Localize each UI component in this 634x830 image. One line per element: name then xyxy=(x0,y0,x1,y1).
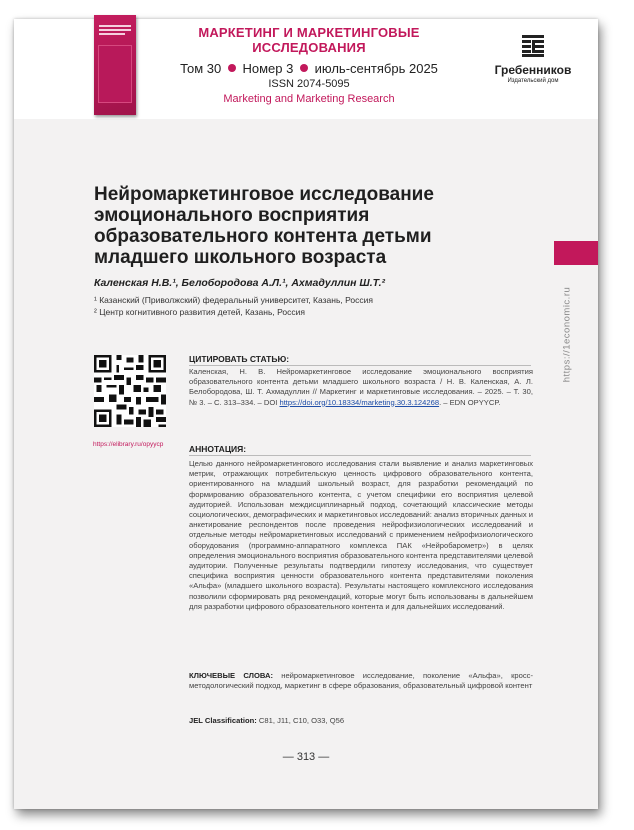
section-divider xyxy=(189,365,531,366)
cover-title-line xyxy=(99,25,131,27)
section-tab xyxy=(554,241,598,265)
publisher-logo-icon xyxy=(522,35,544,57)
cite-heading: ЦИТИРОВАТЬ СТАТЬЮ: xyxy=(189,354,290,364)
separator-dot-icon xyxy=(300,64,308,72)
article-title: Нейромаркетинговое исследование эмоционального восприятия образовательного контента детьми младшего школьного возраста xyxy=(94,184,434,268)
abstract-text: Целью данного нейромаркетингового исследования стали выявление и анализ маркетинговых метрик, отражающих потребительскую ценность цифрового образовательного контента, ориентированного на младший школьный возраст, для разработки рекомендаций по формированию образовательного контента, с учетом специфики его восприятия целевой аудиторией. Использован междисциплинарный подход, сочетающий классические методы социологических, демографических и маркетинговых исследований: анализ вторичных данных и анкетирование респондентов после проведения нейрофизиологических исследований и отдельные методы нейромаркетинговых исследований с применением нейрофизиологического оборудования (программно-аппаратного комплекса ПАК «Нейробарометр») в целях определения эмоционального восприятия образовательного контента представителями целевой аудитории. Полученные результаты подтвердили гипотезу исследования, что существует специфика восприятия ценности образовательного контента представителями поколения «Альфа» (младшего школьного возраста). Результаты настоящего комплексного исследования позволили сформировать ряд рекомендаций, которые могут быть использованы в дальнейшем для разработки цифрового образовательного контента и для дальнейших исследований. xyxy=(189,459,533,611)
cover-artwork xyxy=(98,45,132,103)
journal-info xyxy=(164,25,454,105)
jel-codes: C81, J11, C10, O33, Q56 xyxy=(256,716,345,725)
jel-classification xyxy=(189,716,533,726)
citation-edn: . – EDN OPYYCP. xyxy=(439,397,501,407)
issn: ISSN 2074-5095 xyxy=(268,78,350,90)
journal-title-en: Marketing and Marketing Research xyxy=(223,93,395,105)
volume: Том 30 xyxy=(180,61,222,76)
issue-line xyxy=(164,61,454,76)
affiliation-1: ¹ Казанский (Приволжский) федеральный университет, Казань, Россия xyxy=(94,295,373,305)
citation-body: Каленская, Н. В. Нейромаркетинговое исследование эмоционального восприятия образовательного контента детьми младшего школьного возраста / Н. В. Каленская, А. Л. Белобородова, Ш. Т. Ахмадуллин // Маркетинг и маркетинговые исследования. – 2025. – Т. 30, № 3. – С. 313–334. – DOI xyxy=(189,367,533,407)
jel-label: JEL Classification: xyxy=(189,716,257,725)
section-divider xyxy=(189,455,531,456)
citation-text xyxy=(189,367,533,408)
affiliation-2: ² Центр когнитивного развития детей, Казань, Россия xyxy=(94,307,306,317)
abstract-heading: АННОТАЦИЯ: xyxy=(189,444,247,454)
issue-number: Номер 3 xyxy=(242,61,294,76)
page-number: — 313 — xyxy=(282,751,330,763)
doi-link[interactable]: https://doi.org/10.18334/marketing.30.3.124268 xyxy=(279,397,440,407)
publisher-name: Гребенников xyxy=(494,63,572,77)
article-authors: Каленская Н.В.¹, Белобородова А.Л.¹, Ахмадуллин Ш.Т.² xyxy=(94,277,386,289)
issue-period: июль-сентябрь 2025 xyxy=(314,61,438,76)
journal-page xyxy=(14,19,598,809)
keywords-text: нейромаркетинговое исследование, поколение «Альфа», кросс-методологический подход, маркетинг в сфере образования, образовательный цифровой контент xyxy=(189,671,533,691)
publisher-logo xyxy=(488,35,578,84)
journal-cover-image xyxy=(94,15,136,115)
keywords xyxy=(189,671,533,691)
publisher-subtitle: Издательский дом xyxy=(507,78,559,84)
keywords-label: КЛЮЧЕВЫЕ СЛОВА: xyxy=(189,671,273,680)
journal-title: МАРКЕТИНГ И МАРКЕТИНГОВЫЕ ИССЛЕДОВАНИЯ xyxy=(198,25,420,55)
journal-header xyxy=(14,19,598,119)
qr-code-icon[interactable] xyxy=(94,355,166,427)
cover-title-line xyxy=(99,29,131,31)
separator-dot-icon xyxy=(228,64,236,72)
side-url[interactable] xyxy=(561,281,573,391)
cover-title-line xyxy=(99,33,125,35)
qr-code-caption[interactable]: https://elibrary.ru/opyycp xyxy=(93,441,164,448)
side-url-text[interactable]: https://1economic.ru xyxy=(561,286,573,383)
